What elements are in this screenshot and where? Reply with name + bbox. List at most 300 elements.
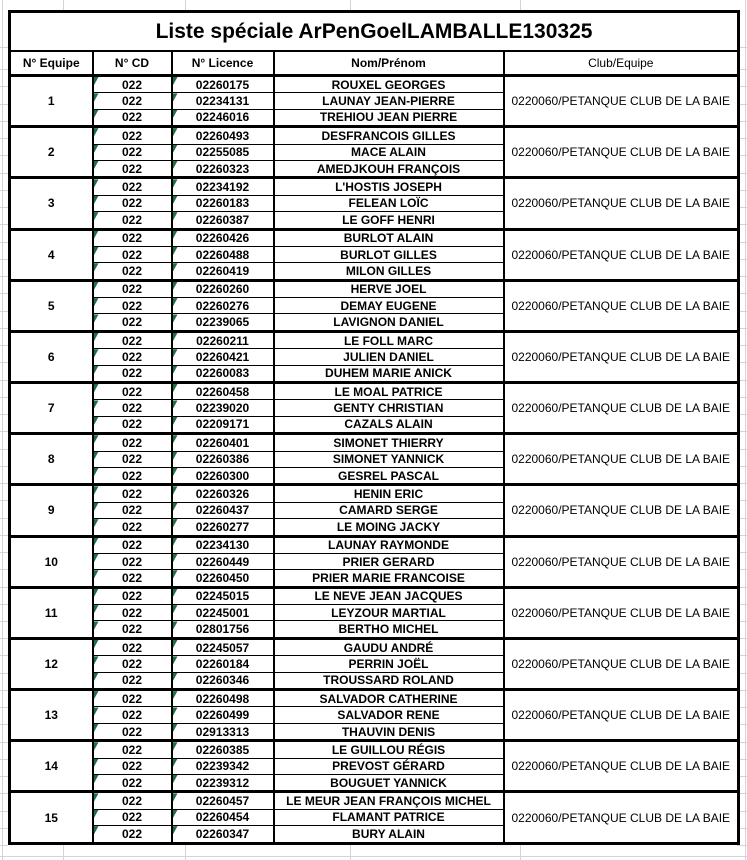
cd-cell-text: 022 xyxy=(121,110,143,125)
club-cell[interactable] xyxy=(504,434,739,485)
club-cell-text: 0220060/PETANQUE CLUB DE LA BAIE xyxy=(511,401,731,416)
cd-cell[interactable] xyxy=(93,467,172,484)
gridline xyxy=(0,397,8,398)
licence-cell[interactable] xyxy=(172,76,274,93)
cd-cell-text: 022 xyxy=(121,708,143,723)
gridline xyxy=(0,587,8,588)
cd-cell[interactable] xyxy=(93,229,172,246)
licence-cell[interactable] xyxy=(172,758,274,774)
equipe-number-cell[interactable] xyxy=(10,434,93,485)
cd-cell-text: 022 xyxy=(121,468,143,483)
error-indicator-triangle xyxy=(94,282,99,291)
licence-cell[interactable] xyxy=(172,400,274,416)
player-name-cell[interactable] xyxy=(274,672,504,689)
player-name-cell-text: SALVADOR RENE xyxy=(337,708,440,723)
cd-cell[interactable] xyxy=(93,298,172,314)
equipe-number-cell[interactable] xyxy=(10,638,93,689)
licence-cell-text: 02260449 xyxy=(195,554,250,569)
club-cell-text: 0220060/PETANQUE CLUB DE LA BAIE xyxy=(511,94,731,109)
player-row xyxy=(10,690,739,707)
player-name-cell[interactable] xyxy=(274,349,504,365)
player-name-cell[interactable] xyxy=(274,178,504,195)
player-name-cell[interactable] xyxy=(274,93,504,109)
club-cell[interactable] xyxy=(504,587,739,638)
club-cell[interactable] xyxy=(504,792,739,844)
cd-cell[interactable] xyxy=(93,605,172,621)
error-indicator-triangle xyxy=(94,366,99,375)
equipe-number-cell-text: 11 xyxy=(44,605,58,620)
cd-cell[interactable] xyxy=(93,758,172,774)
player-row xyxy=(10,76,739,93)
cd-cell[interactable] xyxy=(93,570,172,587)
error-indicator-triangle xyxy=(173,468,178,477)
player-name-cell[interactable] xyxy=(274,536,504,553)
licence-cell[interactable] xyxy=(172,263,274,280)
licence-cell[interactable] xyxy=(172,570,274,587)
licence-cell[interactable] xyxy=(172,383,274,400)
cd-cell[interactable] xyxy=(93,144,172,160)
error-indicator-triangle xyxy=(94,621,99,630)
licence-cell-text: 02260260 xyxy=(195,282,250,297)
error-indicator-triangle xyxy=(94,263,99,272)
error-indicator-triangle xyxy=(94,110,99,119)
player-name-cell[interactable] xyxy=(274,587,504,604)
player-name-cell[interactable] xyxy=(274,400,504,416)
gridline xyxy=(185,845,186,860)
cd-cell[interactable] xyxy=(93,638,172,655)
player-name-cell-text: GAUDU ANDRÉ xyxy=(343,640,434,655)
equipe-number-cell-text: 7 xyxy=(47,401,55,416)
cd-cell[interactable] xyxy=(93,416,172,433)
gridline xyxy=(0,224,8,225)
error-indicator-triangle xyxy=(94,538,99,547)
cd-cell[interactable] xyxy=(93,502,172,518)
player-name-cell[interactable] xyxy=(274,212,504,229)
licence-cell[interactable] xyxy=(172,723,274,740)
error-indicator-triangle xyxy=(94,826,99,835)
licence-cell[interactable] xyxy=(172,656,274,672)
player-name-cell-text: LE GOFF HENRI xyxy=(342,212,435,227)
cd-cell[interactable] xyxy=(93,195,172,211)
gridline xyxy=(0,449,8,450)
equipe-number-cell[interactable] xyxy=(10,536,93,587)
licence-cell[interactable] xyxy=(172,826,274,844)
player-name-cell[interactable] xyxy=(274,434,504,451)
cd-cell-text: 022 xyxy=(121,656,143,671)
licence-cell[interactable] xyxy=(172,127,274,144)
player-name-cell[interactable] xyxy=(274,758,504,774)
error-indicator-triangle xyxy=(94,468,99,477)
player-name-cell[interactable] xyxy=(274,195,504,211)
gridline xyxy=(520,0,521,10)
cd-cell[interactable] xyxy=(93,246,172,262)
player-name-cell-text: LEYZOUR MARTIAL xyxy=(331,605,446,620)
cd-cell-text: 022 xyxy=(121,589,143,604)
licence-cell[interactable] xyxy=(172,314,274,331)
column-header-nom[interactable]: Nom/Prénom xyxy=(274,51,504,76)
cd-cell[interactable] xyxy=(93,127,172,144)
licence-cell[interactable] xyxy=(172,298,274,314)
cd-cell[interactable] xyxy=(93,349,172,365)
club-cell[interactable] xyxy=(504,331,739,382)
club-cell[interactable] xyxy=(504,485,739,536)
error-indicator-triangle xyxy=(173,333,178,342)
cd-cell[interactable] xyxy=(93,707,172,723)
cd-cell[interactable] xyxy=(93,519,172,536)
player-name-cell[interactable] xyxy=(274,451,504,467)
player-name-cell-text: LE MOAL PATRICE xyxy=(334,384,443,399)
cd-cell[interactable] xyxy=(93,826,172,844)
column-header-equipe[interactable]: N° Equipe xyxy=(10,51,93,76)
licence-cell[interactable] xyxy=(172,451,274,467)
player-name-cell[interactable] xyxy=(274,638,504,655)
licence-cell[interactable] xyxy=(172,160,274,177)
cd-cell-text: 022 xyxy=(121,196,143,211)
cd-cell[interactable] xyxy=(93,451,172,467)
licence-cell-text: 02260401 xyxy=(195,435,250,450)
player-name-cell-text: CAZALS ALAIN xyxy=(344,417,433,432)
cd-cell[interactable] xyxy=(93,331,172,348)
gridline xyxy=(0,518,8,519)
cd-cell-text: 022 xyxy=(121,180,143,195)
club-cell[interactable] xyxy=(504,178,739,229)
team-table-body xyxy=(10,12,739,844)
cd-cell-text: 022 xyxy=(121,554,143,569)
cd-cell[interactable] xyxy=(93,109,172,126)
error-indicator-triangle xyxy=(173,231,178,240)
licence-cell-text: 02260326 xyxy=(195,487,250,502)
player-name-cell[interactable] xyxy=(274,774,504,791)
cd-cell[interactable] xyxy=(93,621,172,638)
licence-cell-text: 02260083 xyxy=(195,366,250,381)
error-indicator-triangle xyxy=(173,366,178,375)
licence-cell[interactable] xyxy=(172,536,274,553)
cd-cell[interactable] xyxy=(93,383,172,400)
licence-cell[interactable] xyxy=(172,519,274,536)
equipe-number-cell-text: 6 xyxy=(47,349,55,364)
player-name-cell-text: LE NEVE JEAN JACQUES xyxy=(314,589,463,604)
gridline xyxy=(0,828,8,829)
player-name-cell[interactable] xyxy=(274,792,504,809)
player-row xyxy=(10,434,739,451)
cd-cell[interactable] xyxy=(93,723,172,740)
gridline xyxy=(0,104,8,105)
cd-cell[interactable] xyxy=(93,809,172,825)
player-name-cell-text: LAUNAY RAYMONDE xyxy=(328,538,449,553)
licence-cell[interactable] xyxy=(172,672,274,689)
licence-cell[interactable] xyxy=(172,638,274,655)
column-header-club[interactable]: Club/Equipe xyxy=(504,51,739,76)
club-cell[interactable] xyxy=(504,127,739,178)
gridline xyxy=(0,138,8,139)
club-cell-text: 0220060/PETANQUE CLUB DE LA BAIE xyxy=(511,503,731,518)
licence-cell-text: 02245057 xyxy=(195,640,250,655)
error-indicator-triangle xyxy=(173,793,178,802)
player-name-cell-text: FLAMANT PATRICE xyxy=(332,810,445,825)
licence-cell-text: 02234192 xyxy=(195,180,250,195)
gridline xyxy=(0,483,8,484)
player-name-cell[interactable] xyxy=(274,229,504,246)
player-name-cell[interactable] xyxy=(274,365,504,382)
licence-cell[interactable] xyxy=(172,331,274,348)
error-indicator-triangle xyxy=(173,282,178,291)
error-indicator-triangle xyxy=(173,452,178,461)
player-name-cell[interactable] xyxy=(274,690,504,707)
gridline xyxy=(350,845,351,860)
error-indicator-triangle xyxy=(173,128,178,137)
error-indicator-triangle xyxy=(173,298,178,307)
error-indicator-triangle xyxy=(173,621,178,630)
licence-cell[interactable] xyxy=(172,434,274,451)
club-cell-text: 0220060/PETANQUE CLUB DE LA BAIE xyxy=(511,452,731,467)
cd-cell[interactable] xyxy=(93,434,172,451)
gridline xyxy=(0,811,8,812)
licence-cell[interactable] xyxy=(172,809,274,825)
licence-cell-text: 02260499 xyxy=(195,708,250,723)
error-indicator-triangle xyxy=(173,742,178,751)
column-header-licence[interactable]: N° Licence xyxy=(172,51,274,76)
licence-cell[interactable] xyxy=(172,93,274,109)
player-name-cell[interactable] xyxy=(274,605,504,621)
gridline xyxy=(0,69,8,70)
club-cell-text: 0220060/PETANQUE CLUB DE LA BAIE xyxy=(511,554,731,569)
licence-cell[interactable] xyxy=(172,621,274,638)
club-cell-text: 0220060/PETANQUE CLUB DE LA BAIE xyxy=(511,196,731,211)
player-name-cell[interactable] xyxy=(274,76,504,93)
licence-cell[interactable] xyxy=(172,109,274,126)
player-name-cell[interactable] xyxy=(274,502,504,518)
cd-cell-text: 022 xyxy=(121,759,143,774)
equipe-number-cell[interactable] xyxy=(10,383,93,434)
equipe-number-cell-text: 2 xyxy=(47,145,55,160)
player-name-cell[interactable] xyxy=(274,263,504,280)
player-name-cell[interactable] xyxy=(274,826,504,844)
error-indicator-triangle xyxy=(173,77,178,86)
player-name-cell[interactable] xyxy=(274,298,504,314)
cd-cell[interactable] xyxy=(93,212,172,229)
gridline xyxy=(0,655,8,656)
player-name-cell[interactable] xyxy=(274,383,504,400)
error-indicator-triangle xyxy=(94,333,99,342)
cd-cell[interactable] xyxy=(93,485,172,502)
club-cell[interactable] xyxy=(504,76,739,127)
licence-cell[interactable] xyxy=(172,707,274,723)
licence-cell-text: 02260300 xyxy=(195,468,250,483)
error-indicator-triangle xyxy=(94,589,99,598)
cd-cell[interactable] xyxy=(93,160,172,177)
equipe-number-cell[interactable] xyxy=(10,280,93,331)
player-name-cell[interactable] xyxy=(274,570,504,587)
cd-cell[interactable] xyxy=(93,741,172,758)
player-name-cell-text: LAVIGNON DANIEL xyxy=(333,315,444,330)
error-indicator-triangle xyxy=(94,435,99,444)
cd-cell[interactable] xyxy=(93,178,172,195)
licence-cell-text: 02209171 xyxy=(195,417,250,432)
player-name-cell[interactable] xyxy=(274,109,504,126)
player-row xyxy=(10,280,739,297)
cd-cell[interactable] xyxy=(93,690,172,707)
player-name-cell[interactable] xyxy=(274,656,504,672)
cd-cell[interactable] xyxy=(93,536,172,553)
licence-cell[interactable] xyxy=(172,280,274,297)
club-cell[interactable] xyxy=(504,280,739,331)
cd-cell[interactable] xyxy=(93,656,172,672)
error-indicator-triangle xyxy=(94,724,99,733)
error-indicator-triangle xyxy=(94,707,99,716)
club-cell[interactable] xyxy=(504,229,739,280)
licence-cell[interactable] xyxy=(172,144,274,160)
gridline xyxy=(0,793,8,794)
equipe-number-cell[interactable] xyxy=(10,127,93,178)
error-indicator-triangle xyxy=(94,673,99,682)
equipe-number-cell[interactable] xyxy=(10,76,93,127)
licence-cell[interactable] xyxy=(172,792,274,809)
cd-cell[interactable] xyxy=(93,672,172,689)
player-name-cell[interactable] xyxy=(274,331,504,348)
player-name-cell[interactable] xyxy=(274,246,504,262)
gridline xyxy=(0,47,8,48)
cd-cell[interactable] xyxy=(93,280,172,297)
club-cell[interactable] xyxy=(504,536,739,587)
header-row xyxy=(10,51,739,76)
gridline xyxy=(0,621,8,622)
cd-cell[interactable] xyxy=(93,93,172,109)
player-name-cell[interactable] xyxy=(274,416,504,433)
club-cell[interactable] xyxy=(504,690,739,741)
licence-cell[interactable] xyxy=(172,178,274,195)
licence-cell[interactable] xyxy=(172,502,274,518)
cd-cell-text: 022 xyxy=(121,212,143,227)
cd-cell[interactable] xyxy=(93,76,172,93)
player-name-cell-text: CAMARD SERGE xyxy=(339,503,438,518)
error-indicator-triangle xyxy=(173,826,178,835)
licence-cell[interactable] xyxy=(172,212,274,229)
equipe-number-cell[interactable] xyxy=(10,792,93,844)
licence-cell[interactable] xyxy=(172,229,274,246)
player-name-cell[interactable] xyxy=(274,485,504,502)
equipe-number-cell-text: 8 xyxy=(47,452,55,467)
cd-cell[interactable] xyxy=(93,400,172,416)
equipe-number-cell[interactable] xyxy=(10,741,93,792)
licence-cell[interactable] xyxy=(172,553,274,569)
player-name-cell[interactable] xyxy=(274,144,504,160)
licence-cell[interactable] xyxy=(172,246,274,262)
player-name-cell[interactable] xyxy=(274,314,504,331)
licence-cell[interactable] xyxy=(172,195,274,211)
player-name-cell[interactable] xyxy=(274,280,504,297)
cd-cell-text: 022 xyxy=(121,384,143,399)
player-name-cell-text: BURLOT GILLES xyxy=(340,247,437,262)
gridline xyxy=(0,259,8,260)
cd-cell[interactable] xyxy=(93,365,172,382)
licence-cell[interactable] xyxy=(172,416,274,433)
licence-cell[interactable] xyxy=(172,690,274,707)
player-name-cell[interactable] xyxy=(274,519,504,536)
licence-cell-text: 02245015 xyxy=(195,589,250,604)
gridline xyxy=(0,552,8,553)
cd-cell-text: 022 xyxy=(121,571,143,585)
player-name-cell[interactable] xyxy=(274,160,504,177)
player-name-cell[interactable] xyxy=(274,621,504,638)
cd-cell-text: 022 xyxy=(121,263,143,278)
licence-cell[interactable] xyxy=(172,741,274,758)
player-name-cell-text: GESREL PASCAL xyxy=(338,468,439,483)
player-name-cell[interactable] xyxy=(274,741,504,758)
player-name-cell[interactable] xyxy=(274,467,504,484)
cd-cell-text: 022 xyxy=(121,128,143,143)
licence-cell[interactable] xyxy=(172,587,274,604)
licence-cell-text: 02260493 xyxy=(195,128,250,143)
cd-cell-text: 022 xyxy=(121,247,143,262)
cd-cell-text: 022 xyxy=(121,794,143,809)
player-name-cell-text: PERRIN JOËL xyxy=(348,656,429,671)
licence-cell-text: 02260488 xyxy=(195,247,250,262)
licence-cell[interactable] xyxy=(172,467,274,484)
club-cell[interactable] xyxy=(504,638,739,689)
cd-cell[interactable] xyxy=(93,553,172,569)
player-name-cell-text: BURY ALAIN xyxy=(352,827,425,842)
gridline xyxy=(737,845,747,846)
club-cell[interactable] xyxy=(504,741,739,792)
error-indicator-triangle xyxy=(94,570,99,579)
error-indicator-triangle xyxy=(173,538,178,547)
club-cell-text: 0220060/PETANQUE CLUB DE LA BAIE xyxy=(511,298,731,313)
cd-cell-text: 022 xyxy=(121,810,143,825)
licence-cell[interactable] xyxy=(172,485,274,502)
player-name-cell[interactable] xyxy=(274,553,504,569)
column-header-cd[interactable]: N° CD xyxy=(93,51,172,76)
cd-cell-text: 022 xyxy=(121,333,143,348)
equipe-number-cell[interactable] xyxy=(10,178,93,229)
cd-cell-text: 022 xyxy=(121,349,143,364)
player-name-cell-text: HERVE JOEL xyxy=(350,282,427,297)
licence-cell[interactable] xyxy=(172,774,274,791)
licence-cell-text: 02260175 xyxy=(195,77,250,92)
equipe-number-cell[interactable] xyxy=(10,229,93,280)
player-name-cell[interactable] xyxy=(274,809,504,825)
player-name-cell[interactable] xyxy=(274,127,504,144)
player-name-cell-text: DEMAY EUGENE xyxy=(340,298,437,313)
player-name-cell[interactable] xyxy=(274,723,504,740)
cd-cell[interactable] xyxy=(93,263,172,280)
gridline xyxy=(0,86,8,87)
sheet-title[interactable]: Liste spéciale ArPenGoelLAMBALLE130325 xyxy=(10,12,739,52)
licence-cell[interactable] xyxy=(172,605,274,621)
cd-cell-text: 022 xyxy=(121,435,143,450)
equipe-number-cell[interactable] xyxy=(10,331,93,382)
equipe-number-cell[interactable] xyxy=(10,690,93,741)
error-indicator-triangle xyxy=(94,554,99,563)
licence-cell-text: 02239065 xyxy=(195,315,250,330)
error-indicator-triangle xyxy=(173,486,178,495)
error-indicator-triangle xyxy=(173,161,178,170)
error-indicator-triangle xyxy=(94,196,99,205)
licence-cell[interactable] xyxy=(172,349,274,365)
player-name-cell[interactable] xyxy=(274,707,504,723)
error-indicator-triangle xyxy=(173,400,178,409)
licence-cell[interactable] xyxy=(172,365,274,382)
error-indicator-triangle xyxy=(173,93,178,102)
cd-cell[interactable] xyxy=(93,314,172,331)
cd-cell[interactable] xyxy=(93,587,172,604)
equipe-number-cell[interactable] xyxy=(10,485,93,536)
cd-cell[interactable] xyxy=(93,792,172,809)
club-cell[interactable] xyxy=(504,383,739,434)
error-indicator-triangle xyxy=(94,793,99,802)
player-name-cell-text: ROUXEL GEORGES xyxy=(331,77,446,92)
cd-cell[interactable] xyxy=(93,774,172,791)
equipe-number-cell[interactable] xyxy=(10,587,93,638)
